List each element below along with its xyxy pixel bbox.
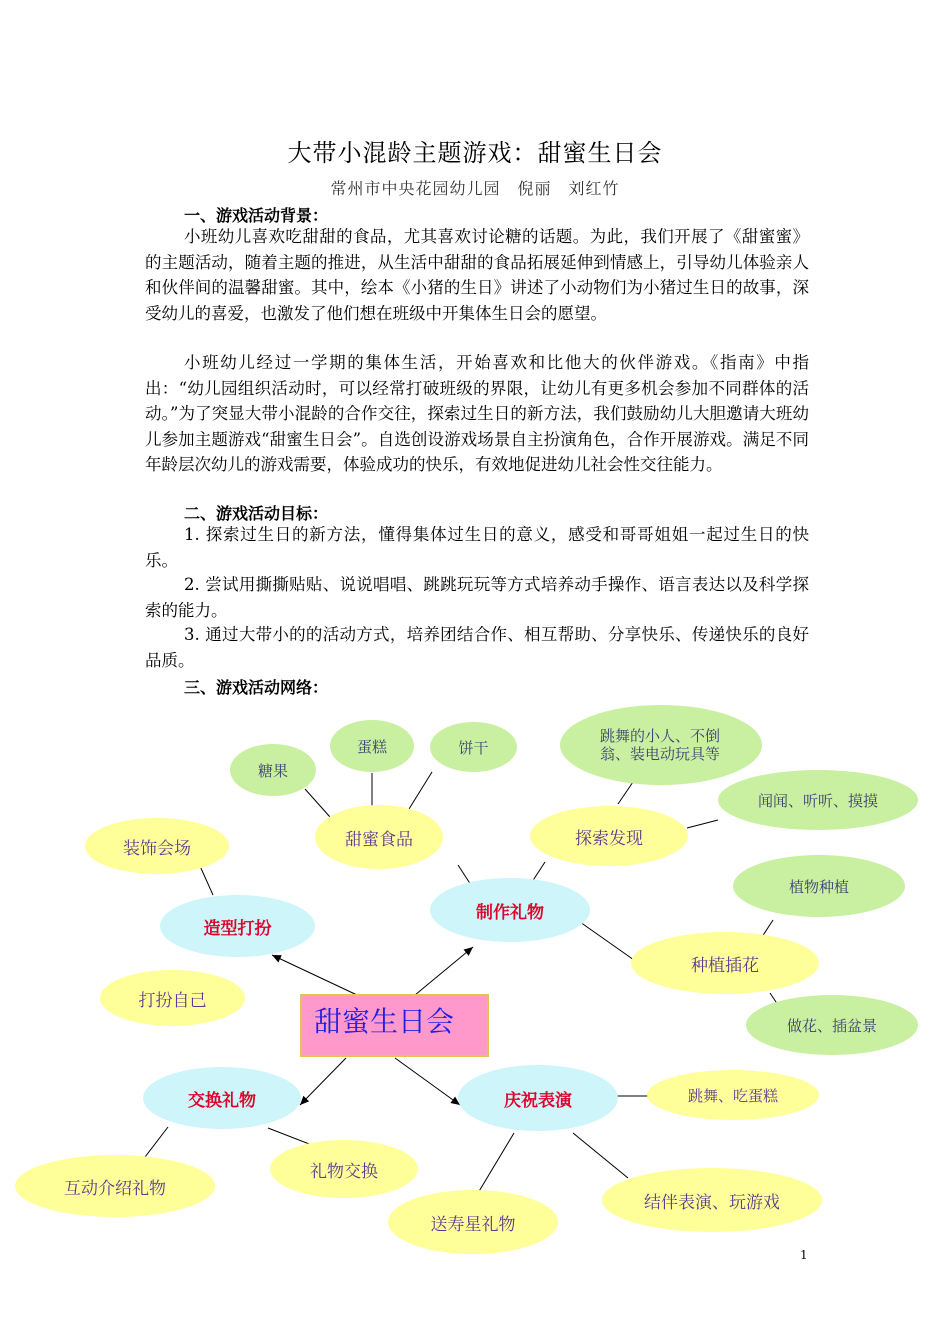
node-tiaowu-chidangao: 跳舞、吃蛋糕 [647,1070,819,1120]
node-jieban-biaoyan: 结伴表演、玩游戏 [602,1168,822,1232]
section-heading-goals: 二、游戏活动目标： [184,504,329,523]
authors-line: 常州市中央花园幼儿园 倪丽 刘红竹 [330,179,620,198]
goal-item-2: 2. 尝试用撕撕贴贴、说说唱唱、跳跳玩玩等方式培养动手操作、语言表达以及科学探索的能力。 [145,575,809,620]
node-binggan: 饼干 [430,722,517,772]
node-hudong-jieshao: 互动介绍礼物 [15,1155,215,1217]
mindmap-center-node: 甜蜜生日会 [300,994,489,1057]
node-tianmi-shipin: 甜蜜食品 [315,805,443,869]
node-zhuangshi-huichang: 装饰会场 [85,818,229,874]
page-number: 1 [800,1248,808,1262]
node-qingzhu-biaoyan: 庆祝表演 [458,1065,618,1131]
node-tangguo: 糖果 [230,744,316,796]
node-liwu-jiaohuan: 礼物交换 [270,1140,418,1198]
node-zaoxing-dabang: 造型打扮 [160,895,315,957]
node-zhiwu-zhongzhi: 植物种植 [733,855,905,917]
node-daban-ziji: 打扮自己 [100,970,245,1026]
paragraph-background-1: 小班幼儿喜欢吃甜甜的食品，尤其喜欢讨论糖的话题。为此，我们开展了《甜蜜蜜》的主题活动，随着主题的推进，从生活中甜甜的食品拓展延伸到情感上，引导幼儿体验亲人和伙伴间的温馨甜蜜。其中，绘本《小猪的生日》讲述了小动物们为小猪过生日的故事，深受幼儿的喜爱，也激发了他们想在班级中开集体生日会的愿望。 [145,227,809,323]
section-heading-background: 一、游戏活动背景： [184,206,329,225]
node-dangao: 蛋糕 [330,720,414,772]
page-title: 大带小混龄主题游戏：甜蜜生日会 [287,139,663,167]
paragraph-background-2: 小班幼儿经过一学期的集体生活，开始喜欢和比他大的伙伴游戏。《指南》中指出：“幼儿园组织活动时，可以经常打破班级的界限，让幼儿有更多机会参加不同群体的活动。”为了突显大带小混龄的合作交往，探索过生日的新方法，我们鼓励幼儿大胆邀请大班幼儿参加主题游戏“甜蜜生日会”。自选创设游戏场景自主扮演角色，合作开展游戏。满足不同年龄层次幼儿的游戏需要，体验成功的快乐，有效地促进幼儿社会性交往能力。 [145,353,809,474]
node-zhongzhi-chahua: 种植插花 [631,932,819,994]
node-jiaohuan-liwu: 交换礼物 [143,1067,301,1129]
node-wenwen-tingting: 闻闻、听听、摸摸 [718,770,918,830]
goal-item-1: 1. 探索过生日的新方法，懂得集体过生日的意义，感受和哥哥姐姐一起过生日的快乐。 [145,525,809,570]
node-zhizuo-liwu: 制作礼物 [430,878,590,942]
section-heading-network: 三、游戏活动网络： [184,678,329,697]
node-song-shouxing: 送寿星礼物 [388,1190,558,1254]
node-tansuo-faxian: 探索发现 [530,806,688,866]
node-tiaowu-xiaoren: 跳舞的小人、不倒翁、装电动玩具等 [560,705,762,785]
node-zuohua-chapenjing: 做花、插盆景 [746,995,918,1055]
goal-item-3: 3. 通过大带小的的活动方式，培养团结合作、相互帮助、分享快乐、传递快乐的良好品质。 [145,625,809,670]
